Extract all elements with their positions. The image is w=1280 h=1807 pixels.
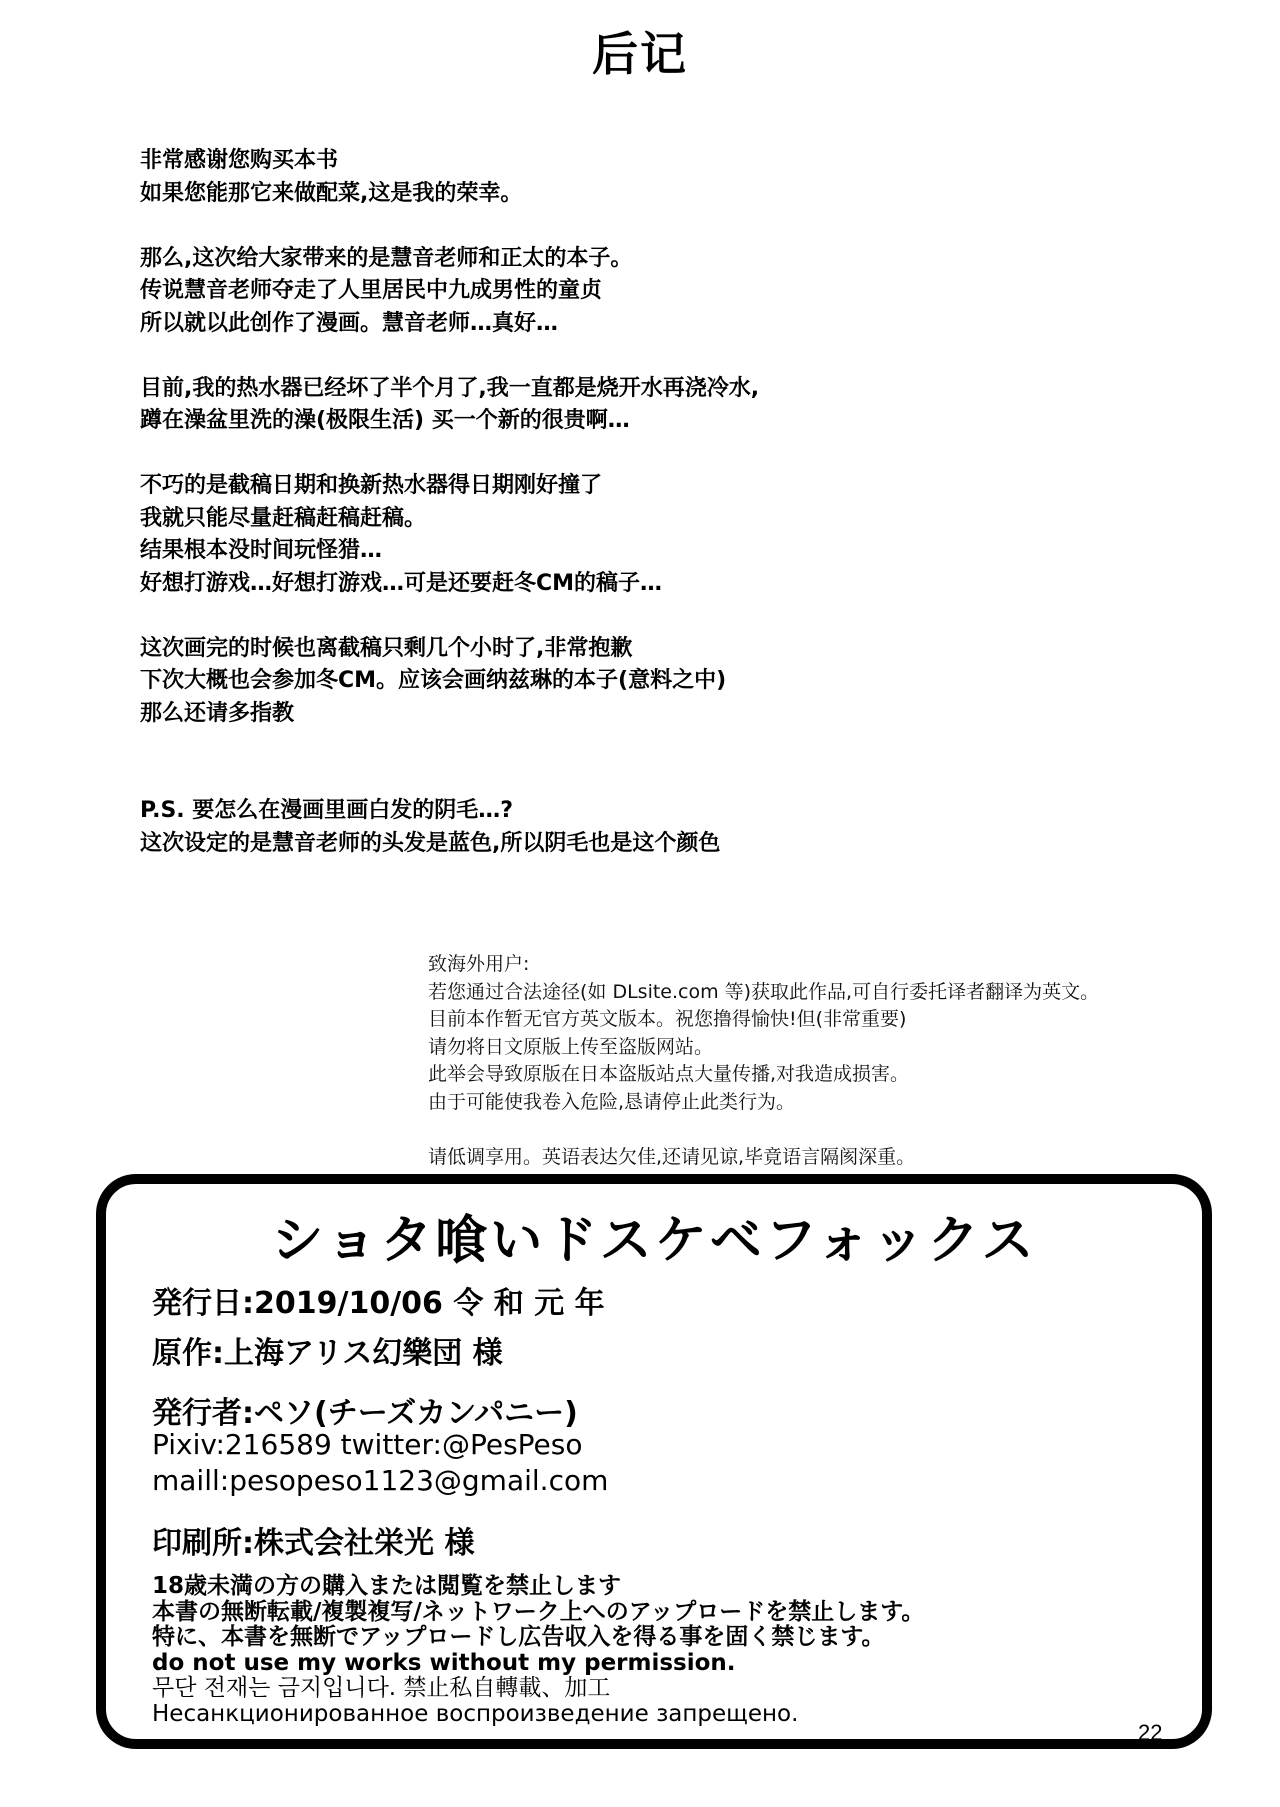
notice-line: 此举会导致原版在日本盗版站点大量传播,对我造成损害。 xyxy=(428,1063,910,1085)
afterword-line: 这次画完的时候也离截稿只剩几个小时了,非常抱歉 xyxy=(140,635,633,661)
legal-warnings xyxy=(152,1574,924,1727)
email-address: maill:pesopeso1123@gmail.com xyxy=(152,1464,609,1497)
colophon-box xyxy=(96,1174,1212,1749)
page-number: 22 xyxy=(1138,1720,1163,1745)
notice-closing: 请低调享用。英语表达欠佳,还请见谅,毕竟语言隔阂深重。 xyxy=(428,1145,916,1168)
pixiv-twitter: Pixiv:216589 twitter:@PesPeso xyxy=(152,1428,583,1461)
afterword-line: 我就只能尽量赶稿赶稿赶稿。 xyxy=(140,505,427,531)
warning-line: 特に、本書を無断でアップロードし広告収入を得る事を固く禁じます。 xyxy=(152,1624,885,1650)
afterword-line: 那么还请多指教 xyxy=(140,700,295,726)
afterword-paragraph-2 xyxy=(140,243,1140,341)
notice-line: 请勿将日文原版上传至盗版网站。 xyxy=(428,1035,714,1058)
warning-line: 18歳未満の方の購入または閲覧を禁止します xyxy=(152,1573,622,1599)
afterword-line: 目前,我的热水器已经坏了半个月了,我一直都是烧开水再浇冷水, xyxy=(140,375,760,401)
publisher: 発行者:ペソ(チーズカンパニー) xyxy=(152,1396,578,1431)
afterword-line: 非常感谢您购买本书 xyxy=(140,148,339,173)
afterword-paragraph-1 xyxy=(140,145,1140,210)
notice-line: 由于可能使我卷入危险,恳请停止此类行为。 xyxy=(428,1090,796,1113)
afterword-paragraph-5 xyxy=(140,633,1140,731)
warning-line: Несанкционированное воспроизведение запрещено. xyxy=(152,1700,799,1727)
warning-line: do not use my works without my permission. xyxy=(152,1649,736,1676)
overseas-notice xyxy=(428,951,1248,1171)
warning-line: 무단 전재는 금지입니다. 禁止私自轉載、加工 xyxy=(152,1675,611,1701)
afterword-paragraph-4 xyxy=(140,470,1140,600)
notice-line: 致海外用户: xyxy=(428,953,530,975)
issue-date: 発行日:2019/10/06 令 和 元 年 xyxy=(152,1286,605,1321)
notice-line: 目前本作暂无官方英文版本。祝您撸得愉快!但(非常重要) xyxy=(428,1008,907,1030)
afterword-line: 不巧的是截稿日期和换新热水器得日期刚好撞了 xyxy=(140,473,603,498)
notice-line: 若您通过合法途径(如 DLsite.com 等)获取此作品,可自行委托译者翻译为英文。 xyxy=(428,980,1100,1003)
afterword-line: 结果根本没时间玩怪猎… xyxy=(140,538,383,563)
afterword-line: 下次大概也会参加冬CM。应该会画纳兹琳的本子(意料之中) xyxy=(140,668,727,693)
afterword-line: 那么,这次给大家带来的是慧音老师和正太的本子。 xyxy=(140,245,633,271)
page-title: 后记 xyxy=(592,27,688,81)
afterword-paragraph-3 xyxy=(140,373,1140,438)
afterword-line: P.S. 要怎么在漫画里画白发的阴毛…? xyxy=(140,798,514,823)
warning-line: 本書の無断転載/複製複写/ネットワーク上へのアップロードを禁止します。 xyxy=(152,1598,925,1625)
afterword-line: 好想打游戏…好想打游戏…可是还要赶冬CM的稿子… xyxy=(140,570,663,596)
printer: 印刷所:株式会社栄光 様 xyxy=(152,1526,475,1561)
afterword-line: 传说慧音老师夺走了人里居民中九成男性的童贞 xyxy=(140,278,603,303)
afterword-text xyxy=(140,145,1140,893)
afterword-line: 所以就以此创作了漫画。慧音老师…真好… xyxy=(140,310,559,336)
original-work: 原作:上海アリス幻樂団 様 xyxy=(152,1336,503,1371)
afterword-postscript xyxy=(140,795,1140,860)
book-title: ショタ喰いドスケベフォックス xyxy=(271,1211,1037,1271)
afterword-line: 蹲在澡盆里洗的澡(极限生活) 买一个新的很贵啊… xyxy=(140,408,630,433)
afterword-line: 如果您能那它来做配菜,这是我的荣幸。 xyxy=(140,180,523,206)
afterword-line: 这次设定的是慧音老师的头发是蓝色,所以阴毛也是这个颜色 xyxy=(140,830,721,856)
